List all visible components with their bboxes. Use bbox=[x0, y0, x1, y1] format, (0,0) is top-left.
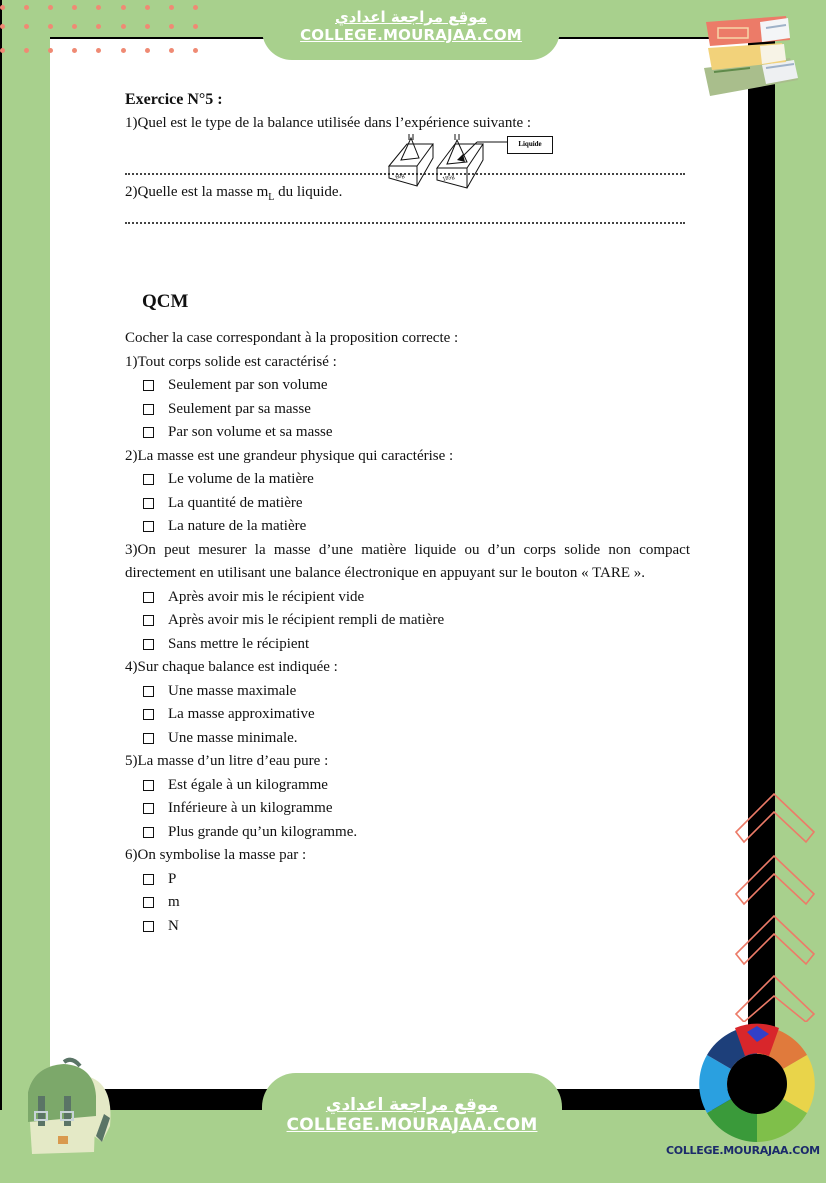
qcm-option[interactable]: La nature de la matière bbox=[143, 515, 690, 539]
site-banner-bottom[interactable] bbox=[262, 1073, 562, 1183]
checkbox[interactable] bbox=[143, 686, 154, 697]
checkbox[interactable] bbox=[143, 733, 154, 744]
balance-figure bbox=[385, 130, 555, 190]
qcm-question: 5)La masse d’un litre d’eau pure : bbox=[125, 753, 329, 769]
exercise-content bbox=[125, 88, 690, 938]
checkbox[interactable] bbox=[143, 639, 154, 650]
qcm-option[interactable]: Après avoir mis le récipient rempli de matière bbox=[143, 609, 690, 633]
site-banner-top[interactable] bbox=[262, 0, 560, 60]
checkbox[interactable] bbox=[143, 380, 154, 391]
checkbox[interactable] bbox=[143, 780, 154, 791]
checkbox[interactable] bbox=[143, 897, 154, 908]
left-edge-strip bbox=[0, 0, 2, 1110]
qcm-question: 6)On symbolise la masse par : bbox=[125, 847, 307, 863]
qcm-option[interactable]: m bbox=[143, 891, 690, 915]
qcm-option[interactable]: Inférieure à un kilogramme bbox=[143, 797, 690, 821]
qcm-option[interactable]: Après avoir mis le récipient vide bbox=[143, 586, 690, 610]
chevron-decoration bbox=[734, 792, 818, 1022]
checkbox[interactable] bbox=[143, 921, 154, 932]
exercise-title: Exercice N°5 : bbox=[125, 91, 223, 108]
checkbox[interactable] bbox=[143, 404, 154, 415]
qcm-question: 3)On peut mesurer la masse d’une matière liquide ou d’un corps solide non compact directement en utilisant une balance électronique en appuyant sur le bouton « TARE ». bbox=[125, 541, 690, 581]
site-name-arabic: موقع مراجعة اعدادي bbox=[335, 8, 487, 26]
qcm-option[interactable]: Seulement par son volume bbox=[143, 374, 690, 398]
qcm-question: 1)Tout corps solide est caractérisé : bbox=[125, 353, 337, 370]
checkbox[interactable] bbox=[143, 498, 154, 509]
backpack-icon bbox=[14, 1056, 114, 1156]
subjects-wheel-logo-icon bbox=[695, 1022, 819, 1146]
checkbox[interactable] bbox=[143, 474, 154, 485]
qcm-option[interactable]: Sans mettre le récipient bbox=[143, 633, 690, 657]
qcm-option[interactable]: N bbox=[143, 915, 690, 939]
logo-brand-text: COLLEGE.MOURAJAA.COM bbox=[666, 1144, 820, 1157]
qcm-option[interactable]: Seulement par sa masse bbox=[143, 398, 690, 422]
site-url-link[interactable]: COLLEGE.MOURAJAA.COM bbox=[286, 1115, 538, 1135]
svg-text:60g: 60g bbox=[394, 172, 406, 181]
books-stack-icon bbox=[690, 10, 810, 100]
checkbox[interactable] bbox=[143, 427, 154, 438]
qcm-question: 4)Sur chaque balance est indiquée : bbox=[125, 659, 338, 675]
qcm-instruction: Cocher la case correspondant à la proposition correcte : bbox=[125, 330, 459, 346]
qcm-option[interactable]: Par son volume et sa masse bbox=[143, 421, 690, 445]
checkbox[interactable] bbox=[143, 521, 154, 532]
exercise-question-2: 2)Quelle est la masse $m_L$ du liquide. bbox=[125, 184, 343, 203]
qcm-option[interactable]: La masse approximative bbox=[143, 703, 690, 727]
checkbox[interactable] bbox=[143, 827, 154, 838]
qcm-option[interactable]: Une masse minimale. bbox=[143, 727, 690, 751]
qcm-option[interactable]: La quantité de matière bbox=[143, 492, 690, 516]
svg-text:185g: 185g bbox=[441, 174, 456, 183]
qcm-option[interactable]: Plus grande qu’un kilogramme. bbox=[143, 821, 690, 845]
site-url-link[interactable]: COLLEGE.MOURAJAA.COM bbox=[300, 26, 522, 44]
qcm-option[interactable]: Est égale à un kilogramme bbox=[143, 774, 690, 798]
exercise-question-1: 1)Quel est le type de la balance utilisée dans l’expérience suivante : bbox=[125, 114, 532, 131]
qcm-option[interactable]: Une masse maximale bbox=[143, 680, 690, 704]
checkbox[interactable] bbox=[143, 615, 154, 626]
checkbox[interactable] bbox=[143, 709, 154, 720]
qcm-option[interactable]: P bbox=[143, 868, 690, 892]
qcm-option[interactable]: Le volume de la matière bbox=[143, 468, 690, 492]
site-name-arabic: موقع مراجعة اعدادي bbox=[325, 1095, 499, 1115]
checkbox[interactable] bbox=[143, 803, 154, 814]
checkbox[interactable] bbox=[143, 592, 154, 603]
liquid-label: Liquide bbox=[507, 136, 553, 154]
qcm-title: QCM bbox=[142, 290, 189, 312]
checkbox[interactable] bbox=[143, 874, 154, 885]
qcm-question: 2)La masse est une grandeur physique qui caractérise : bbox=[125, 447, 454, 464]
